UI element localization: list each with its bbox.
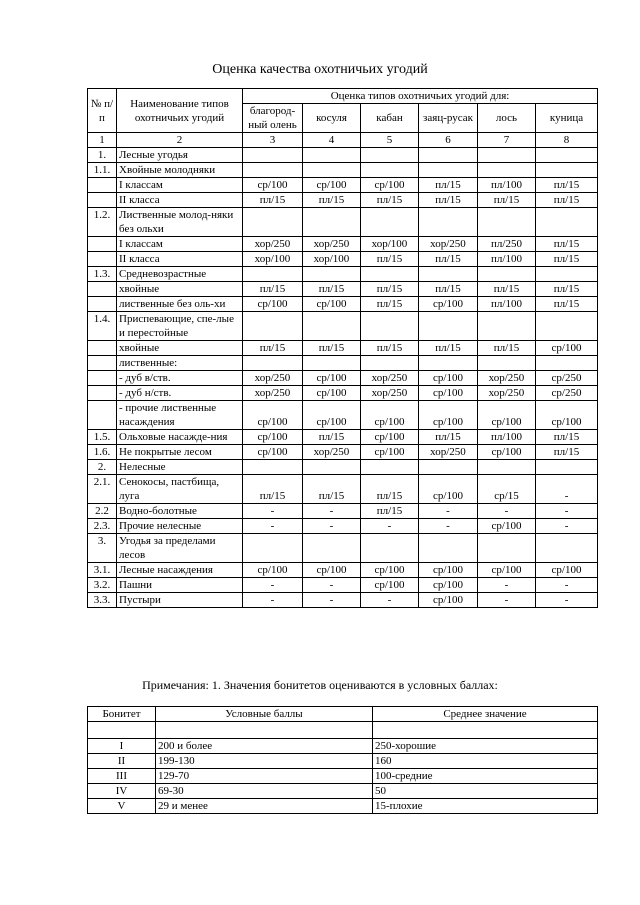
- table-row: [88, 267, 598, 282]
- row-number: 1.5.: [88, 430, 117, 445]
- table-row: [88, 504, 598, 519]
- rating-cell: [419, 163, 478, 178]
- rating-cell: -: [243, 593, 303, 608]
- table-row: [88, 534, 598, 563]
- rating-cell: пл/100: [478, 297, 536, 312]
- rating-cell: -: [478, 578, 536, 593]
- rating-cell: ср/100: [478, 401, 536, 430]
- rating-cell: хор/250: [361, 386, 419, 401]
- row-name: Лесные насаждения: [117, 563, 243, 578]
- row-name: II класса: [117, 193, 243, 208]
- row-name: Средневозрастные: [117, 267, 243, 282]
- header-name: Наименование типов охотничьих угодий: [117, 89, 243, 133]
- rating-cell: [536, 267, 598, 282]
- rating-cell: ср/100: [361, 445, 419, 460]
- row-number: [88, 356, 117, 371]
- column-number: 8: [536, 133, 598, 148]
- rating-cell: ср/15: [478, 475, 536, 504]
- column-number: 2: [117, 133, 243, 148]
- row-number: [88, 237, 117, 252]
- header-animal: кабан: [361, 104, 419, 133]
- row-name: - дуб н/ств.: [117, 386, 243, 401]
- rating-cell: [361, 163, 419, 178]
- rating-cell: пл/15: [536, 178, 598, 193]
- bonitet-points: 200 и более: [156, 739, 373, 754]
- table-row: [88, 297, 598, 312]
- header-animal: заяц-русак: [419, 104, 478, 133]
- row-number: 1.3.: [88, 267, 117, 282]
- row-name: Пустыри: [117, 593, 243, 608]
- rating-cell: пл/15: [303, 282, 361, 297]
- table-row: [88, 593, 598, 608]
- row-number: 1.6.: [88, 445, 117, 460]
- rating-cell: [536, 460, 598, 475]
- rating-cell: ср/100: [419, 401, 478, 430]
- rating-cell: [536, 163, 598, 178]
- row-name: хвойные: [117, 341, 243, 356]
- row-name: Не покрытые лесом: [117, 445, 243, 460]
- rating-cell: пл/15: [536, 193, 598, 208]
- rating-cell: [361, 534, 419, 563]
- rating-cell: ср/100: [361, 430, 419, 445]
- hunting-grounds-table: [87, 88, 598, 608]
- bonitet-row: [88, 769, 598, 784]
- row-name: II класса: [117, 252, 243, 267]
- rating-cell: пл/15: [361, 475, 419, 504]
- rating-cell: хор/100: [361, 237, 419, 252]
- table-row: [88, 460, 598, 475]
- rating-cell: [243, 267, 303, 282]
- row-name: Пашни: [117, 578, 243, 593]
- bonitet-class: IV: [88, 784, 156, 799]
- row-number: [88, 386, 117, 401]
- rating-cell: [478, 148, 536, 163]
- rating-cell: ср/100: [303, 563, 361, 578]
- row-number: [88, 401, 117, 430]
- row-name: Приспевающие, спе-лые и перестойные: [117, 312, 243, 341]
- rating-cell: ср/100: [478, 563, 536, 578]
- row-number: 1.: [88, 148, 117, 163]
- rating-cell: пл/15: [536, 297, 598, 312]
- rating-cell: [419, 267, 478, 282]
- rating-cell: пл/15: [243, 341, 303, 356]
- row-name: Сенокосы, пастбища, луга: [117, 475, 243, 504]
- table-row: [88, 208, 598, 237]
- rating-cell: [303, 312, 361, 341]
- rating-cell: [243, 163, 303, 178]
- bonitet-points: 129-70: [156, 769, 373, 784]
- rating-cell: ср/100: [419, 475, 478, 504]
- rating-cell: [303, 163, 361, 178]
- rating-cell: ср/100: [243, 297, 303, 312]
- row-number: 2.1.: [88, 475, 117, 504]
- column-number: 5: [361, 133, 419, 148]
- rating-cell: ср/250: [536, 371, 598, 386]
- rating-cell: ср/100: [419, 386, 478, 401]
- header-num: № п/п: [88, 89, 117, 133]
- rating-cell: ср/100: [243, 563, 303, 578]
- rating-cell: хор/250: [243, 371, 303, 386]
- rating-cell: пл/15: [419, 252, 478, 267]
- rating-cell: [478, 312, 536, 341]
- rating-cell: ср/100: [419, 371, 478, 386]
- rating-cell: [361, 208, 419, 237]
- rating-cell: [361, 148, 419, 163]
- column-number: 1: [88, 133, 117, 148]
- table-row: [88, 401, 598, 430]
- row-name: Прочие нелесные: [117, 519, 243, 534]
- row-name: I классам: [117, 237, 243, 252]
- rating-cell: [303, 460, 361, 475]
- bonitet-points: 199-130: [156, 754, 373, 769]
- header-bonitet: Бонитет: [88, 707, 156, 722]
- rating-cell: пл/15: [478, 193, 536, 208]
- row-name: Ольховые насажде-ния: [117, 430, 243, 445]
- row-number: 3.2.: [88, 578, 117, 593]
- rating-cell: пл/15: [243, 475, 303, 504]
- bonitet-body: [88, 722, 598, 814]
- bonitet-class: II: [88, 754, 156, 769]
- rating-cell: пл/15: [536, 445, 598, 460]
- table-row: [88, 252, 598, 267]
- table-row: [88, 178, 598, 193]
- rating-cell: [303, 208, 361, 237]
- rating-cell: пл/15: [419, 341, 478, 356]
- rating-cell: хор/250: [303, 445, 361, 460]
- rating-cell: пл/15: [536, 282, 598, 297]
- rating-cell: ср/100: [478, 519, 536, 534]
- row-name: лиственные без оль-хи: [117, 297, 243, 312]
- rating-cell: -: [536, 504, 598, 519]
- rating-cell: пл/15: [303, 341, 361, 356]
- rating-cell: ср/100: [361, 178, 419, 193]
- rating-cell: -: [536, 519, 598, 534]
- rating-cell: [536, 208, 598, 237]
- rating-cell: -: [536, 593, 598, 608]
- rating-cell: [303, 267, 361, 282]
- rating-cell: [243, 312, 303, 341]
- rating-cell: ср/100: [478, 445, 536, 460]
- bonitet-class: I: [88, 739, 156, 754]
- bonitet-row: [88, 799, 598, 814]
- rating-cell: пл/15: [536, 237, 598, 252]
- rating-cell: -: [303, 593, 361, 608]
- rating-cell: хор/250: [243, 237, 303, 252]
- row-number: [88, 252, 117, 267]
- header-average: Среднее значение: [373, 707, 598, 722]
- row-name: Угодья за пределами лесов: [117, 534, 243, 563]
- rating-cell: хор/250: [419, 237, 478, 252]
- rating-cell: ср/100: [243, 178, 303, 193]
- row-name: Хвойные молодняки: [117, 163, 243, 178]
- rating-cell: [419, 534, 478, 563]
- bonitet-average: 50: [373, 784, 598, 799]
- rating-cell: -: [243, 578, 303, 593]
- bonitet-average: 15-плохие: [373, 799, 598, 814]
- blank-row: [88, 722, 598, 739]
- rating-cell: -: [536, 578, 598, 593]
- table-row: [88, 386, 598, 401]
- rating-cell: пл/15: [361, 341, 419, 356]
- table-row: [88, 237, 598, 252]
- row-number: [88, 178, 117, 193]
- rating-cell: -: [303, 519, 361, 534]
- row-number: 2.2: [88, 504, 117, 519]
- row-number: [88, 193, 117, 208]
- rating-cell: хор/250: [478, 386, 536, 401]
- rating-cell: [419, 208, 478, 237]
- rating-cell: [419, 312, 478, 341]
- rating-cell: [361, 312, 419, 341]
- rating-cell: -: [478, 504, 536, 519]
- rating-cell: ср/100: [536, 563, 598, 578]
- rating-cell: -: [536, 475, 598, 504]
- table-row: [88, 312, 598, 341]
- row-number: 2.3.: [88, 519, 117, 534]
- rating-cell: пл/15: [536, 252, 598, 267]
- page-title: Оценка качества охотничьих угодий: [212, 62, 428, 77]
- rating-cell: [536, 148, 598, 163]
- rating-cell: [303, 356, 361, 371]
- rating-cell: пл/15: [419, 193, 478, 208]
- rating-cell: пл/15: [361, 297, 419, 312]
- rating-cell: [536, 534, 598, 563]
- row-name: Водно-болотные: [117, 504, 243, 519]
- rating-cell: ср/100: [419, 297, 478, 312]
- rating-cell: ср/100: [419, 593, 478, 608]
- rating-cell: [478, 163, 536, 178]
- column-number: 3: [243, 133, 303, 148]
- rating-cell: ср/100: [361, 563, 419, 578]
- rating-cell: [478, 267, 536, 282]
- note-text: Примечания: 1. Значения бонитетов оцениваются в условных баллах:: [142, 678, 498, 692]
- rating-cell: [361, 267, 419, 282]
- rating-cell: [361, 356, 419, 371]
- bonitet-average: 160: [373, 754, 598, 769]
- row-number: 1.1.: [88, 163, 117, 178]
- rating-cell: [478, 208, 536, 237]
- row-number: 3.3.: [88, 593, 117, 608]
- rating-cell: [303, 148, 361, 163]
- rating-cell: -: [243, 504, 303, 519]
- rating-cell: хор/250: [419, 445, 478, 460]
- header-animal: лось: [478, 104, 536, 133]
- rating-cell: [536, 356, 598, 371]
- row-name: I классам: [117, 178, 243, 193]
- column-number: 6: [419, 133, 478, 148]
- rating-cell: ср/100: [303, 178, 361, 193]
- rating-cell: ср/100: [536, 401, 598, 430]
- rating-cell: [419, 148, 478, 163]
- table-row: [88, 519, 598, 534]
- rating-cell: хор/250: [243, 386, 303, 401]
- column-numbers-row: [88, 133, 598, 148]
- rating-cell: [243, 356, 303, 371]
- row-name: Нелесные: [117, 460, 243, 475]
- rating-cell: -: [303, 504, 361, 519]
- rating-cell: пл/15: [536, 430, 598, 445]
- rating-cell: пл/15: [478, 282, 536, 297]
- rating-cell: пл/100: [478, 178, 536, 193]
- rating-cell: хор/100: [243, 252, 303, 267]
- row-number: [88, 371, 117, 386]
- table-row: [88, 563, 598, 578]
- rating-cell: пл/15: [361, 282, 419, 297]
- bonitet-average: 250-хорошие: [373, 739, 598, 754]
- rating-cell: пл/15: [303, 430, 361, 445]
- row-number: 3.: [88, 534, 117, 563]
- bonitet-class: V: [88, 799, 156, 814]
- row-number: [88, 341, 117, 356]
- rating-cell: -: [243, 519, 303, 534]
- rating-cell: ср/100: [361, 401, 419, 430]
- rating-cell: пл/15: [243, 282, 303, 297]
- table-row: [88, 578, 598, 593]
- rating-cell: [243, 148, 303, 163]
- bonitet-row: [88, 754, 598, 769]
- table-row: [88, 282, 598, 297]
- table-row: [88, 341, 598, 356]
- rating-cell: пл/15: [303, 475, 361, 504]
- table-row: [88, 445, 598, 460]
- rating-cell: -: [361, 519, 419, 534]
- rating-cell: хор/250: [478, 371, 536, 386]
- rating-cell: пл/250: [478, 237, 536, 252]
- rating-cell: хор/250: [303, 237, 361, 252]
- rating-cell: ср/100: [419, 563, 478, 578]
- row-name: лиственные:: [117, 356, 243, 371]
- rating-cell: [419, 356, 478, 371]
- rating-cell: ср/100: [243, 401, 303, 430]
- row-number: 3.1.: [88, 563, 117, 578]
- rating-cell: хор/100: [303, 252, 361, 267]
- rating-cell: [243, 460, 303, 475]
- rating-cell: пл/15: [361, 193, 419, 208]
- rating-cell: [478, 356, 536, 371]
- rating-cell: [478, 460, 536, 475]
- rating-cell: -: [419, 519, 478, 534]
- header-animal: косуля: [303, 104, 361, 133]
- rating-cell: пл/100: [478, 430, 536, 445]
- rating-cell: [243, 534, 303, 563]
- row-number: 1.2.: [88, 208, 117, 237]
- bonitet-points: 29 и менее: [156, 799, 373, 814]
- rating-cell: ср/100: [361, 578, 419, 593]
- header-group: Оценка типов охотничьих угодий для:: [243, 89, 598, 104]
- table-row: [88, 193, 598, 208]
- row-name: Лесные угодья: [117, 148, 243, 163]
- row-name: хвойные: [117, 282, 243, 297]
- rating-cell: [419, 460, 478, 475]
- rating-cell: [361, 460, 419, 475]
- rating-cell: [243, 208, 303, 237]
- rating-cell: пл/15: [419, 282, 478, 297]
- rating-cell: пл/15: [361, 252, 419, 267]
- rating-cell: ср/100: [419, 578, 478, 593]
- rating-cell: пл/15: [303, 193, 361, 208]
- bonitet-class: III: [88, 769, 156, 784]
- rating-cell: [303, 534, 361, 563]
- rating-cell: пл/15: [243, 193, 303, 208]
- table-row: [88, 430, 598, 445]
- header-animal: благород-ный олень: [243, 104, 303, 133]
- rating-cell: пл/15: [361, 504, 419, 519]
- row-name: - дуб в/ств.: [117, 371, 243, 386]
- row-number: 2.: [88, 460, 117, 475]
- column-number: 4: [303, 133, 361, 148]
- rating-cell: -: [419, 504, 478, 519]
- table-row: [88, 371, 598, 386]
- header-animal: куница: [536, 104, 598, 133]
- bonitet-row: [88, 784, 598, 799]
- rating-cell: [536, 312, 598, 341]
- rating-cell: -: [303, 578, 361, 593]
- column-number: 7: [478, 133, 536, 148]
- rating-cell: [478, 534, 536, 563]
- bonitet-row: [88, 739, 598, 754]
- table-row: [88, 356, 598, 371]
- rating-cell: ср/100: [303, 386, 361, 401]
- row-number: 1.4.: [88, 312, 117, 341]
- row-name: Лиственные молод-няки без ольхи: [117, 208, 243, 237]
- rating-cell: ср/100: [303, 371, 361, 386]
- table-row: [88, 163, 598, 178]
- rating-cell: ср/100: [536, 341, 598, 356]
- header-points: Условные баллы: [156, 707, 373, 722]
- rating-cell: пл/15: [419, 178, 478, 193]
- rating-cell: пл/15: [478, 341, 536, 356]
- rating-cell: -: [361, 593, 419, 608]
- row-number: [88, 297, 117, 312]
- rating-cell: пл/100: [478, 252, 536, 267]
- rating-cell: ср/100: [243, 445, 303, 460]
- bonitet-average: 100-средние: [373, 769, 598, 784]
- rating-cell: пл/15: [419, 430, 478, 445]
- rating-cell: ср/250: [536, 386, 598, 401]
- table-row: [88, 475, 598, 504]
- table-row: [88, 148, 598, 163]
- rating-cell: ср/100: [243, 430, 303, 445]
- bonitet-table: [87, 706, 598, 814]
- bonitet-points: 69-30: [156, 784, 373, 799]
- rating-cell: хор/250: [361, 371, 419, 386]
- rating-cell: -: [478, 593, 536, 608]
- table-body: [88, 133, 598, 608]
- row-name: - прочие лиственные насаждения: [117, 401, 243, 430]
- rating-cell: ср/100: [303, 401, 361, 430]
- rating-cell: ср/100: [303, 297, 361, 312]
- row-number: [88, 282, 117, 297]
